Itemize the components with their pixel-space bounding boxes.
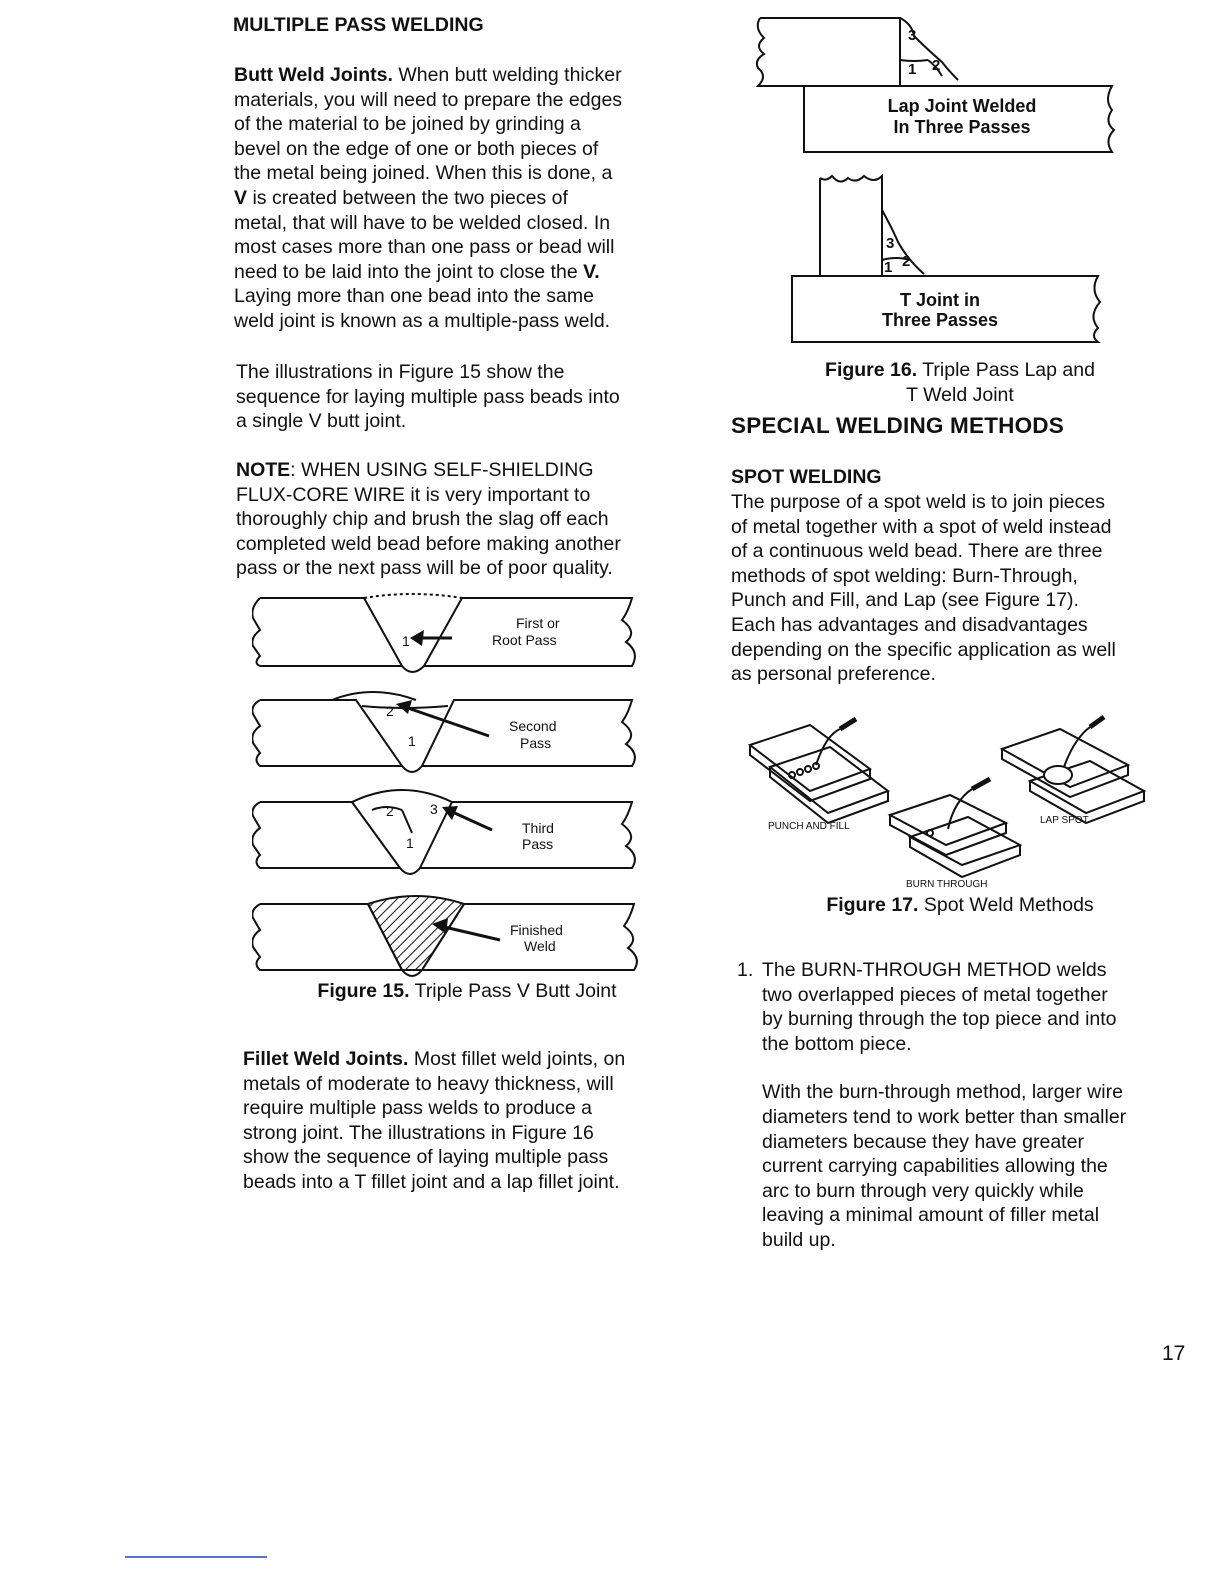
v-joint-first-pass bbox=[252, 594, 635, 672]
text-line: current carrying capabilities allowing the bbox=[762, 1155, 1108, 1178]
label-finished: Finished bbox=[510, 922, 563, 938]
pass-number-1: 1 bbox=[402, 633, 410, 649]
text-line: : WHEN USING SELF-SHIELDING bbox=[290, 459, 594, 481]
label-third: Third bbox=[522, 820, 554, 836]
figure-16-caption bbox=[760, 358, 1160, 408]
text-line: diameters because they have greater bbox=[762, 1130, 1084, 1153]
text-line: pass or the next pass will be of poor quality. bbox=[236, 557, 613, 580]
page-number: 17 bbox=[1162, 1342, 1186, 1365]
text-line: completed weld bead before making another bbox=[236, 532, 621, 555]
text-line: metals of moderate to heavy thickness, will bbox=[243, 1072, 614, 1095]
caption-label: Figure 16. bbox=[825, 359, 918, 381]
t-joint-label-1: T Joint in bbox=[900, 290, 980, 310]
label-second-pass: Pass bbox=[520, 735, 552, 751]
text-line: is created between the two pieces of bbox=[252, 186, 568, 209]
v-letter-end: V. bbox=[583, 260, 600, 283]
text-line: strong joint. The illustrations in Figure 16 bbox=[243, 1121, 594, 1144]
list-marker: 1. bbox=[737, 959, 754, 981]
pass-number-1: 1 bbox=[406, 835, 414, 851]
t-pass-1: 1 bbox=[884, 259, 893, 276]
label-third-pass: Pass bbox=[522, 836, 554, 852]
text-line: diameters tend to work better than smaller bbox=[762, 1105, 1127, 1128]
lap-spot-plates bbox=[1002, 717, 1144, 823]
caption-text-line2: T Weld Joint bbox=[906, 384, 1014, 406]
t-pass-2: 2 bbox=[902, 253, 911, 270]
text-line: need to be laid into the joint to close the bbox=[234, 260, 578, 283]
text-line: bevel on the edge of one or both pieces of bbox=[234, 137, 599, 160]
text-line: require multiple pass welds to produce a bbox=[243, 1097, 593, 1120]
lap-joint-label-1: Lap Joint Welded bbox=[887, 96, 1037, 116]
text-line: methods of spot welding: Burn-Through, bbox=[731, 564, 1078, 587]
caption-text: Spot Weld Methods bbox=[923, 894, 1094, 916]
figure-15-caption bbox=[252, 979, 682, 1004]
text-line: depending on the specific application as well bbox=[731, 638, 1116, 661]
illustrations-paragraph bbox=[236, 360, 620, 434]
v-joint-second-pass bbox=[252, 692, 635, 772]
note-paragraph bbox=[236, 458, 706, 581]
text-line: Most fillet weld joints, on bbox=[413, 1048, 626, 1070]
lap-pass-1: 1 bbox=[908, 61, 917, 78]
text-line: FLUX-CORE WIRE it is very important to bbox=[236, 483, 591, 506]
lap-pass-3: 3 bbox=[908, 27, 917, 44]
lap-joint-label-2: In Three Passes bbox=[893, 117, 1031, 137]
v-letter: V bbox=[234, 186, 248, 209]
pass-number-3: 3 bbox=[430, 801, 438, 817]
v-joint-finished-weld bbox=[252, 896, 637, 976]
text-line: Laying more than one bead into the same bbox=[234, 285, 594, 308]
pass-number-1: 1 bbox=[408, 733, 416, 749]
text-line: the metal being joined. When this is done, a bbox=[234, 162, 613, 185]
text-line: weld joint is known as a multiple-pass weld. bbox=[234, 309, 611, 332]
v-joint-third-pass bbox=[252, 790, 635, 874]
text-line: With the burn-through method, larger wire bbox=[762, 1081, 1123, 1104]
figure-17-caption bbox=[760, 893, 1160, 918]
text-line: thoroughly chip and brush the slag off each bbox=[236, 508, 609, 531]
spot-welding-section bbox=[731, 466, 1201, 687]
text-line: most cases more than one pass or bead will bbox=[234, 236, 615, 259]
caption-label: Figure 17. bbox=[826, 894, 919, 916]
t-pass-3: 3 bbox=[886, 235, 895, 252]
arrow-second-pass bbox=[402, 706, 489, 736]
text-line: materials, you will need to prepare the edges bbox=[234, 88, 623, 111]
text-line: Each has advantages and disadvantages bbox=[731, 613, 1088, 636]
label-root-pass: Root Pass bbox=[492, 632, 557, 648]
caption-label: Figure 15. bbox=[317, 980, 410, 1002]
text-line: The illustrations in Figure 15 show the bbox=[236, 361, 565, 383]
label-punch-and-fill: PUNCH AND FILL bbox=[768, 821, 850, 832]
text-line: arc to burn through very quickly while bbox=[762, 1179, 1084, 1202]
text-line: beads into a T fillet joint and a lap fillet joint. bbox=[243, 1170, 620, 1193]
note-lead: NOTE bbox=[236, 459, 291, 481]
text-line: as personal preference. bbox=[731, 663, 936, 686]
text-line: metal, that will have to be welded closed. In bbox=[234, 211, 611, 234]
text-line: two overlapped pieces of metal together bbox=[762, 983, 1108, 1006]
text-line: the bottom piece. bbox=[762, 1032, 912, 1055]
figure-17-illustration bbox=[740, 705, 1150, 895]
fillet-lead: Fillet Weld Joints. bbox=[243, 1048, 409, 1070]
text-line: leaving a minimal amount of filler metal bbox=[762, 1204, 1100, 1227]
label-first-or: First or bbox=[516, 615, 560, 631]
label-burn-through: BURN THROUGH bbox=[906, 879, 988, 890]
label-weld: Weld bbox=[524, 938, 556, 954]
label-second: Second bbox=[509, 718, 557, 734]
butt-weld-lead: Butt Weld Joints. bbox=[234, 64, 393, 86]
text-line: Punch and Fill, and Lap (see Figure 17). bbox=[731, 589, 1079, 612]
text-line: The purpose of a spot weld is to join pieces bbox=[731, 491, 1105, 513]
text-line: sequence for laying multiple pass beads into bbox=[236, 385, 620, 408]
fillet-weld-paragraph bbox=[243, 1047, 713, 1195]
butt-weld-paragraph bbox=[234, 63, 704, 334]
spot-welding-heading: SPOT WELDING bbox=[731, 466, 882, 488]
caption-text: Triple Pass Lap and bbox=[922, 359, 1095, 381]
text-line: of the material to be joined by grinding a bbox=[234, 113, 581, 136]
footer-rule bbox=[125, 1556, 267, 1558]
arrow-finished-weld bbox=[440, 926, 500, 940]
text-line: of metal together with a spot of weld instead bbox=[731, 515, 1112, 538]
pass-number-2: 2 bbox=[386, 703, 394, 719]
text-line: When butt welding thicker bbox=[398, 64, 622, 86]
text-line: The BURN-THROUGH METHOD welds bbox=[762, 959, 1107, 981]
text-line: show the sequence of laying multiple pass bbox=[243, 1146, 609, 1169]
caption-text: Triple Pass V Butt Joint bbox=[414, 980, 617, 1002]
figure-15-illustration bbox=[252, 588, 652, 983]
section-heading-multiple-pass: MULTIPLE PASS WELDING bbox=[233, 14, 484, 36]
label-lap-spot: LAP SPOT bbox=[1040, 815, 1089, 826]
pass-number-2: 2 bbox=[386, 803, 394, 819]
special-welding-heading: SPECIAL WELDING METHODS bbox=[731, 413, 1064, 438]
burn-through-plates bbox=[890, 779, 1020, 877]
lap-pass-2: 2 bbox=[932, 57, 941, 74]
text-line: build up. bbox=[762, 1228, 836, 1251]
text-line: a single V butt joint. bbox=[236, 410, 407, 433]
figure-16-illustration bbox=[752, 10, 1122, 345]
punch-and-fill-plates bbox=[750, 719, 888, 823]
text-line: by burning through the top piece and into bbox=[762, 1008, 1117, 1031]
text-line: of a continuous weld bead. There are three bbox=[731, 540, 1103, 563]
t-joint-label-2: Three Passes bbox=[881, 310, 999, 330]
